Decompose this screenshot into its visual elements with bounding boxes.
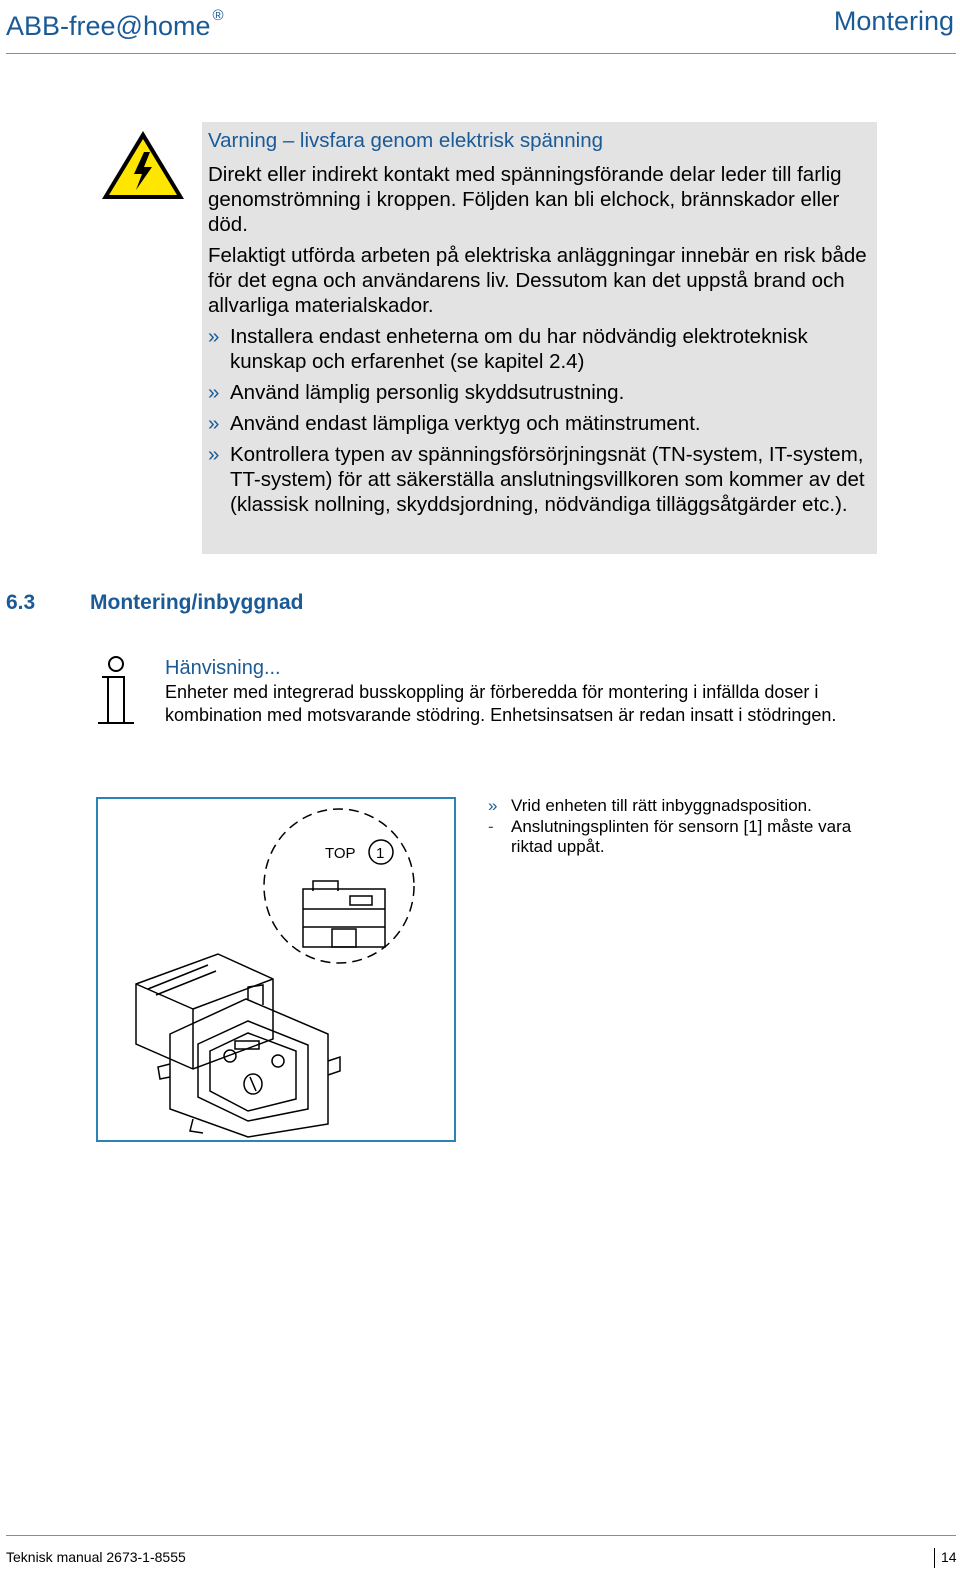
brand-name: ABB-free@home: [6, 11, 211, 41]
warning-box: [202, 122, 877, 554]
step-item: [488, 796, 888, 817]
step-marker: -: [488, 816, 494, 836]
step-marker: »: [488, 796, 498, 815]
footer-document-title: Teknisk manual 2673-1-8555: [6, 1549, 186, 1565]
page-number: 14: [941, 1549, 957, 1565]
step-text: Vrid enheten till rätt inbyggnadsposition.: [511, 796, 812, 815]
warning-bullet-list: [208, 324, 867, 517]
note-body: Enheter med integrerad busskoppling är förberedda för montering i infällda doser i kombination med motsvarande stödring. Enhetsinsatsen är redan insatt i stödringen.: [165, 682, 837, 725]
section-number: 6.3: [6, 591, 36, 614]
section-title: Montering/inbyggnad: [90, 591, 304, 614]
figure-callout: 1: [376, 845, 385, 862]
chapter-title: Montering: [833, 6, 954, 36]
warning-bullet: » Använd endast lämpliga verktyg och mätinstrument.: [208, 411, 867, 436]
steps-list: [488, 796, 888, 858]
warning-title: Varning – livsfara genom elektrisk spänning: [208, 129, 604, 152]
registered-mark: ®: [212, 7, 224, 24]
warning-bullet: » Installera endast enheterna om du har nödvändig elektroteknisk kunskap och erfarenhet (se kapitel 2.4): [208, 324, 867, 374]
note-title: Hänvisning...: [165, 657, 281, 679]
warning-bullet: » Använd lämplig personlig skyddsutrustning.: [208, 380, 867, 405]
step-item: [488, 817, 888, 858]
note-block: [165, 656, 885, 727]
header-divider: [6, 53, 956, 54]
footer-divider: [6, 1535, 956, 1536]
warning-bullet: » Kontrollera typen av spänningsförsörjningsnät (TN-system, IT-system, TT-system) för att säkerställa anslutningsvillkoren som kommer av det (klassisk nollning, skyddsjordning, nödvändiga tilläggsåtgärder etc.).: [208, 442, 867, 517]
brand-title: [6, 4, 224, 43]
footer-separator: [934, 1548, 935, 1568]
step-text: Anslutningsplinten för sensorn [1] måste vara riktad uppåt.: [511, 816, 852, 856]
installation-diagram: [98, 799, 454, 1140]
high-voltage-warning-icon: [100, 128, 186, 202]
installation-figure: [96, 797, 456, 1142]
warning-paragraph: Direkt eller indirekt kontakt med spänningsförande delar leder till farlig genomströmning i kroppen. Följden kan bli elchock, brännskador eller död.: [208, 163, 842, 236]
warning-paragraph: Felaktigt utförda arbeten på elektriska anläggningar innebär en risk både för det egna och användarens liv. Dessutom kan det uppstå brand och allvarliga materialskador.: [208, 244, 867, 317]
figure-label-top: TOP: [325, 845, 356, 862]
info-icon: [96, 655, 136, 727]
